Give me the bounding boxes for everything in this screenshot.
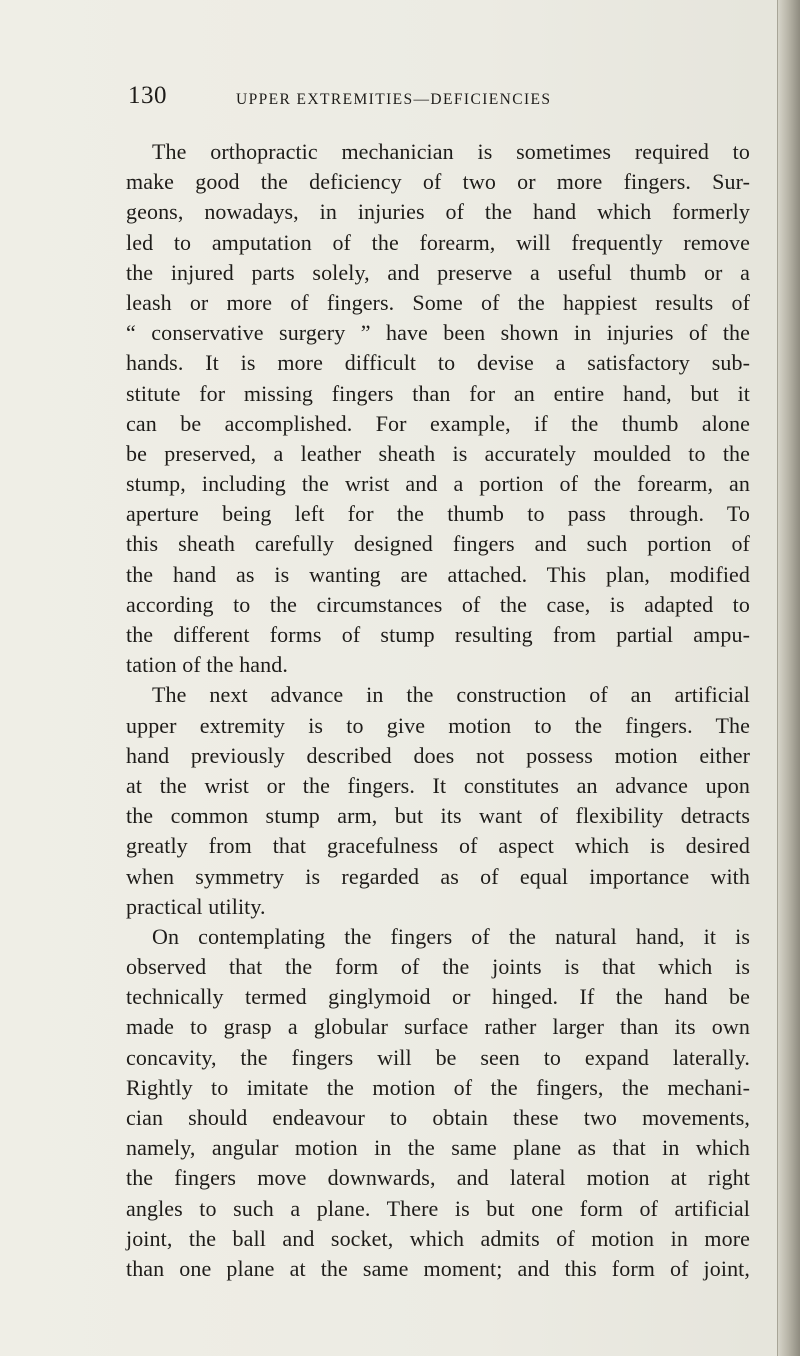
text-line: geons, nowadays, in injuries of the hand which formerly [126, 199, 750, 225]
text-line: be preserved, a leather sheath is accurately moulded to the [126, 440, 750, 466]
text-line: greatly from that gracefulness of aspect which is desired [126, 833, 750, 859]
text-line: than one plane at the same moment; and this form of joint, [126, 1255, 750, 1281]
text-line: technically termed ginglymoid or hinged. If the hand be [126, 984, 750, 1010]
text-line: observed that the form of the joints is that which is [126, 954, 750, 980]
body-text [126, 137, 750, 1284]
page-edge-shadow [777, 0, 800, 1356]
text-line: hand previously described does not possess motion either [126, 742, 750, 768]
text-line: leash or more of fingers. Some of the happiest results of [126, 289, 750, 315]
text-line: upper extremity is to give motion to the fingers. The [126, 712, 750, 738]
text-line: “ conservative surgery ” have been shown in injuries of the [126, 320, 750, 346]
text-line: the different forms of stump resulting from partial ampu- [126, 622, 750, 647]
text-line: hands. It is more difficult to devise a satisfactory sub- [126, 350, 750, 376]
text-line: tation of the hand. [126, 652, 288, 678]
text-line: The orthopractic mechanician is sometimes required to [152, 139, 750, 164]
text-line: angles to such a plane. There is but one form of artificial [126, 1195, 750, 1221]
text-line: led to amputation of the forearm, will frequently remove [126, 229, 750, 255]
text-line: make good the deficiency of two or more fingers. Sur- [126, 169, 750, 195]
text-line: can be accomplished. For example, if the thumb alone [126, 410, 750, 436]
text-line: the common stump arm, but its want of flexibility detracts [126, 803, 750, 829]
text-line: at the wrist or the fingers. It constitutes an advance upon [126, 772, 750, 798]
text-line: this sheath carefully designed fingers and such portion of [126, 531, 750, 557]
text-line: stitute for missing fingers than for an entire hand, but it [126, 380, 750, 406]
running-head: UPPER EXTREMITIES—DEFICIENCIES [236, 91, 552, 108]
text-line: joint, the ball and socket, which admits of motion in more [126, 1225, 750, 1251]
text-line: when symmetry is regarded as of equal importance with [126, 863, 750, 889]
text-line: concavity, the fingers will be seen to expand laterally. [126, 1044, 750, 1070]
text-line: the hand as is wanting are attached. This plan, modified [126, 561, 750, 587]
text-line: practical utility. [126, 893, 266, 919]
text-line: The next advance in the construction of an artificial [152, 682, 750, 708]
text-line: namely, angular motion in the same plane as that in which [126, 1135, 750, 1161]
text-line: the injured parts solely, and preserve a useful thumb or a [126, 259, 750, 285]
text-line: Rightly to imitate the motion of the fingers, the mechani- [126, 1074, 750, 1100]
text-line: according to the circumstances of the case, is adapted to [126, 591, 750, 617]
text-line: stump, including the wrist and a portion of the forearm, an [126, 471, 750, 497]
page-number: 130 [128, 82, 167, 109]
text-line: cian should endeavour to obtain these two movements, [126, 1105, 750, 1130]
text-line: aperture being left for the thumb to pass through. To [126, 501, 750, 527]
text-line: the fingers move downwards, and lateral motion at right [126, 1165, 750, 1191]
text-line: made to grasp a globular surface rather larger than its own [126, 1014, 750, 1040]
text-line: On contemplating the fingers of the natural hand, it is [152, 923, 750, 949]
